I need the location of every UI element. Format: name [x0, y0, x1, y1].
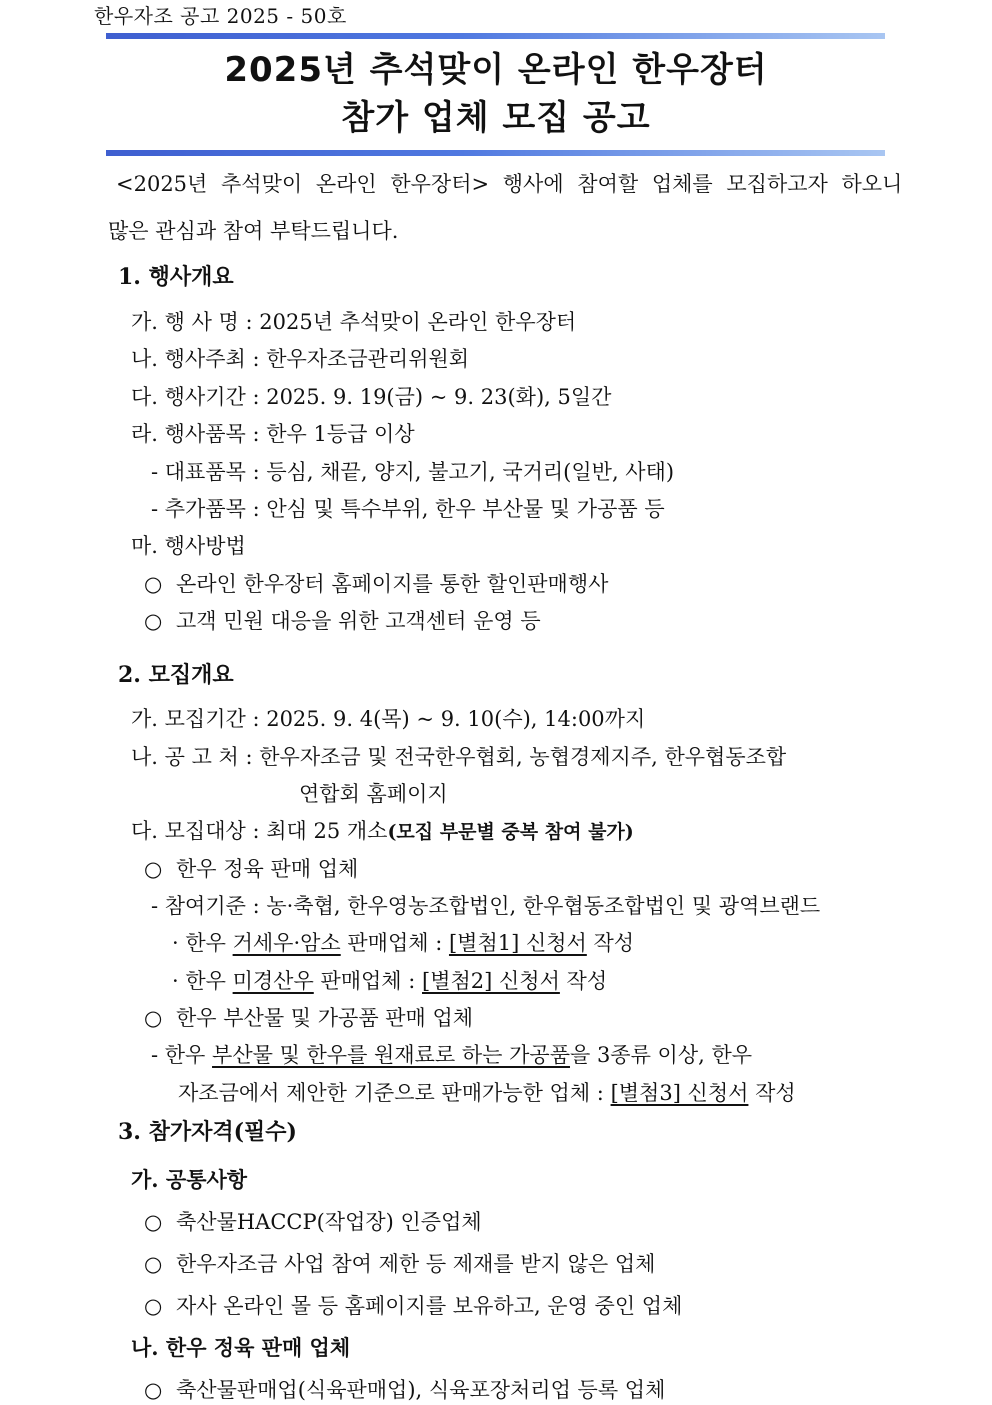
s2-target-meat: ○ 한우 정육 판매 업체: [144, 854, 358, 884]
s2-criteria: - 참여기준 : 농·축협, 한우영농조합법인, 한우협동조합법인 및 광역브랜드: [151, 894, 821, 918]
s3-common-item-1: ○ 축산물HACCP(작업장) 인증업체: [144, 1207, 482, 1237]
s2-target-byproduct: ○ 한우 부산물 및 가공품 판매 업체: [144, 1003, 473, 1033]
intro-line-2: 많은 관심과 참여 부탁드립니다.: [108, 219, 399, 243]
s2-byproduct-line-1: - 한우 부산물 및 한우를 원재료로 하는 가공품을 3종류 이상, 한우: [151, 1043, 753, 1067]
section-3-heading: 3. 참가자격(필수): [118, 1119, 297, 1145]
s1-main-items: - 대표품목 : 등심, 채끝, 양지, 불고기, 국거리(일반, 사태): [151, 460, 675, 484]
page-title: [0, 46, 992, 142]
s3-meat-item-1: ○ 축산물판매업(식육판매업), 식육포장처리업 등록 업체: [144, 1375, 665, 1405]
s2-period: 가. 모집기간 : 2025. 9. 4(목) ~ 9. 10(수), 14:00까지: [131, 707, 646, 731]
intro-line-1: <2025년 추석맞이 온라인 한우장터> 행사에 참여할 업체를 모집하고자 하오니: [116, 172, 903, 196]
s2-notice-place-cont: 연합회 홈페이지: [299, 782, 448, 806]
s1-period: 다. 행사기간 : 2025. 9. 19(금) ~ 9. 23(화), 5일간: [131, 385, 612, 409]
s1-method-item-1: ○ 온라인 한우장터 홈페이지를 통한 할인판매행사: [144, 569, 608, 599]
s2-meat-item-2: · 한우 미경산우 판매업체 : [별첨2] 신청서 작성: [172, 969, 608, 993]
s3-common-item-2: ○ 한우자조금 사업 참여 제한 등 제재를 받지 않은 업체: [144, 1249, 655, 1279]
circle-bullet-icon: ○: [144, 1252, 163, 1276]
title-top-rule: [106, 33, 885, 39]
announcement-number: 한우자조 공고 2025 - 50호: [94, 4, 347, 28]
s1-method-item-2: ○ 고객 민원 대응을 위한 고객센터 운영 등: [144, 606, 541, 636]
s2-byproduct-line-2: 자조금에서 제안한 기준으로 판매가능한 업체 : [별첨3] 신청서 작성: [178, 1081, 796, 1105]
title-bottom-rule: [106, 150, 885, 156]
circle-bullet-icon: ○: [144, 1294, 163, 1318]
s2-notice-place: 나. 공 고 처 : 한우자조금 및 전국한우협회, 농협경제지주, 한우협동조합: [131, 745, 787, 769]
s3-meat-heading: 나. 한우 정육 판매 업체: [131, 1335, 351, 1360]
circle-bullet-icon: ○: [144, 609, 163, 633]
s2-target: 다. 모집대상 : 최대 25 개소(모집 부문별 중복 참여 불가): [131, 819, 634, 843]
section-1-heading: 1. 행사개요: [118, 264, 234, 290]
title-line-1: 2025년 추석맞이 온라인 한우장터: [224, 50, 768, 90]
s3-common-item-3: ○ 자사 온라인 몰 등 홈페이지를 보유하고, 운영 중인 업체: [144, 1291, 682, 1321]
s1-items: 라. 행사품목 : 한우 1등급 이상: [131, 422, 415, 446]
s2-meat-item-1: · 한우 거세우·암소 판매업체 : [별첨1] 신청서 작성: [172, 931, 635, 955]
section-2-heading: 2. 모집개요: [118, 662, 234, 688]
s1-method: 마. 행사방법: [131, 534, 246, 558]
s2-target-note: (모집 부문별 중복 참여 불가): [387, 821, 634, 843]
s1-host: 나. 행사주최 : 한우자조금관리위원회: [131, 347, 470, 371]
title-line-2: 참가 업체 모집 공고: [341, 98, 651, 138]
circle-bullet-icon: ○: [144, 857, 163, 881]
circle-bullet-icon: ○: [144, 572, 163, 596]
circle-bullet-icon: ○: [144, 1210, 163, 1234]
s3-common-heading: 가. 공통사항: [131, 1167, 248, 1192]
s1-extra-items: - 추가품목 : 안심 및 특수부위, 한우 부산물 및 가공품 등: [151, 497, 665, 521]
circle-bullet-icon: ○: [144, 1378, 163, 1402]
circle-bullet-icon: ○: [144, 1006, 163, 1030]
s1-event-name: 가. 행 사 명 : 2025년 추석맞이 온라인 한우장터: [131, 310, 577, 334]
